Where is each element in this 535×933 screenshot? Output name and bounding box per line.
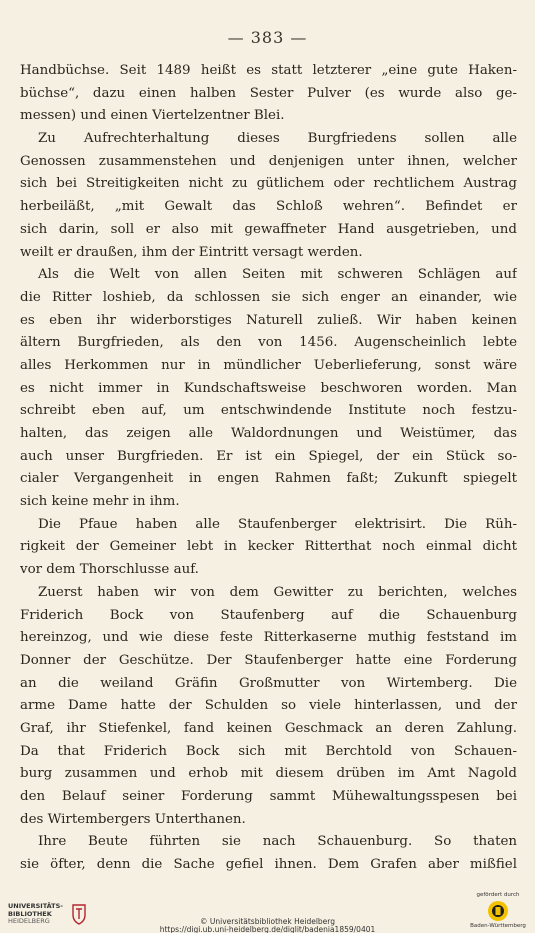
copyright-notice: © Universitätsbibliothek Heidelberg bbox=[199, 917, 335, 926]
text-line: messen) und einen Viertelzentner Blei. bbox=[20, 108, 285, 124]
text-line: Die Pfaue haben alle Staufenberger elektrisirt. Die Rüh- bbox=[38, 516, 517, 532]
funder-label: gefördert durch bbox=[476, 892, 520, 898]
text-line: Als die Welt von allen Seiten mit schweren Schlägen auf bbox=[38, 267, 517, 283]
text-line: arme Dame hatte der Schulden so viele hinterlassen, und der bbox=[20, 698, 517, 714]
text-line: cialer Vergangenheit in engen Rahmen faßt; Zukunft spiegelt bbox=[20, 471, 517, 487]
text-line: herbeiläßt, „mit Gewalt das Schloß wehren“. Befindet er bbox=[20, 199, 517, 215]
text-line: vor dem Thorschlusse auf. bbox=[20, 562, 199, 578]
permalink-url[interactable]: https://digi.ub.uni-heidelberg.de/diglit/badenia1859/0401 bbox=[159, 925, 376, 933]
text-line: alles Herkommen nur in mündlicher Ueberlieferung, sonst wäre bbox=[20, 357, 517, 373]
text-line: sich darin, soll er also mit gewaffneter Hand ausgetrieben, und bbox=[20, 221, 517, 237]
page-number: — 383 — bbox=[227, 28, 308, 47]
page-footer bbox=[0, 885, 535, 933]
text-line: Donner der Geschütze. Der Staufenberger hatte eine Forderung bbox=[20, 652, 517, 668]
text-line: schreibt eben auf, um entschwindende Institute noch festzu- bbox=[20, 403, 517, 419]
text-line: es eben ihr widerborstiges Naturell zuließ. Wir haben keinen bbox=[20, 312, 517, 328]
logo-line: UNIVERSITÄTS- bbox=[8, 902, 63, 910]
text-line: Friderich Bock von Staufenberg auf die Schauenburg bbox=[20, 607, 517, 623]
text-line: Genossen zusammenstehen und denjenigen unter ihnen, welcher bbox=[20, 153, 517, 169]
text-line: burg zusammen und erhob mit diesem drüben im Amt Nagold bbox=[20, 766, 517, 782]
text-line: büchse“, dazu einen halben Sester Pulver (es wurde also ge- bbox=[20, 85, 517, 101]
text-line: des Wirtembergers Unterthanen. bbox=[20, 811, 246, 827]
text-line: den Belauf seiner Forderung sammt Mühewaltungsspesen bei bbox=[20, 789, 517, 804]
text-line: halten, das zeigen alle Waldordnungen und Weistümer, das bbox=[20, 426, 517, 441]
text-line: Ihre Beute führten sie nach Schauenburg. So thaten bbox=[38, 834, 517, 850]
text-line: auch unser Burgfrieden. Er ist ein Spiegel, der ein Stück so- bbox=[20, 448, 517, 464]
text-line: die Ritter loshieb, da schlossen sie sich enger an einander, wie bbox=[20, 289, 517, 305]
text-line: Da that Friderich Bock sich mit Berchtold von Schauen- bbox=[20, 743, 517, 759]
logo-line: HEIDELBERG bbox=[8, 917, 50, 925]
baden-wuerttemberg-emblem-icon bbox=[487, 900, 509, 922]
text-line: an die weiland Gräfin Großmutter von Wirtemberg. Die bbox=[20, 675, 517, 691]
text-line: rigkeit der Gemeiner lebt in kecker Ritterthat noch einmal dicht bbox=[20, 539, 517, 555]
text-line: sie öfter, denn die Sache gefiel ihnen. Dem Grafen aber mißfiel bbox=[20, 857, 517, 873]
text-line: sich bei Streitigkeiten nicht zu gütlichem oder rechtlichem Austrag bbox=[20, 176, 517, 192]
text-line: Handbüchse. Seit 1489 heißt es statt letzterer „eine gute Haken- bbox=[20, 63, 517, 78]
text-line: ältern Burgfrieden, als den von 1456. Augenscheinlich lebte bbox=[20, 335, 517, 351]
body-text bbox=[20, 60, 517, 877]
text-line: sich keine mehr in ihm. bbox=[20, 494, 180, 510]
text-line: weilt er draußen, ihm der Eintritt versagt werden. bbox=[20, 244, 363, 260]
text-line: Graf, ihr Stiefenkel, fand keinen Geschmack an deren Zahlung. bbox=[20, 720, 517, 736]
funder-name: Baden-Württemberg bbox=[470, 923, 526, 929]
funder-logo bbox=[469, 892, 527, 930]
text-line: es nicht immer in Kundschaftsweise beschworen worden. Man bbox=[20, 380, 517, 396]
text-line: hereinzog, und wie diese feste Ritterkaserne muthig feststand im bbox=[20, 630, 517, 646]
text-line: Zu Aufrechterhaltung dieses Burgfriedens sollen alle bbox=[38, 131, 517, 147]
text-line: Zuerst haben wir von dem Gewitter zu berichten, welches bbox=[38, 584, 517, 600]
logo-line: BIBLIOTHEK bbox=[8, 909, 52, 918]
